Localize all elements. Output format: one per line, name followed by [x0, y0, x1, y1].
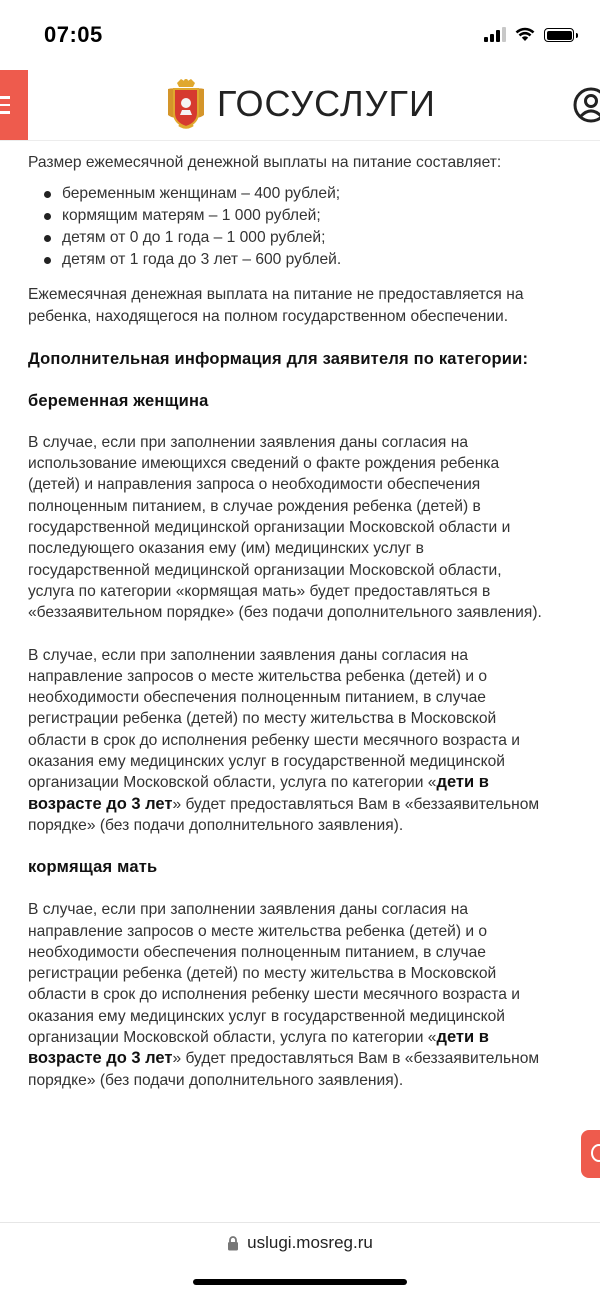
url-display[interactable]	[0, 1233, 600, 1253]
site-header	[0, 70, 600, 141]
status-time: 07:05	[44, 22, 103, 47]
list-item: беременным женщинам – 400 рублей;	[28, 183, 548, 205]
chat-button[interactable]	[581, 1130, 600, 1178]
section-title: Дополнительная информация для заявителя по категории:	[28, 349, 529, 368]
exclusion-note: Ежемесячная денежная выплата на питание не предоставляется на ребенка, находящегося на полном государственном обеспечении.	[28, 286, 524, 325]
menu-icon	[0, 96, 10, 99]
rates-list	[28, 183, 548, 271]
battery-icon	[544, 28, 574, 42]
profile-icon[interactable]	[572, 86, 600, 124]
status-bar	[0, 0, 600, 70]
site-logo[interactable]	[165, 77, 436, 131]
home-indicator[interactable]	[193, 1279, 407, 1285]
paragraph-pregnant-2: В случае, если при заполнении заявления даны согласия на направление запросов о месте жительства ребенка (детей) и о необходимости обеспечения полноценным питанием, в случае регистрации ребенка (детей) по месту жительства в Московской области в срок до исполнения ребенку шести месячного возраста и оказания ему медицинских услуг в государственной медицинской организации Московской области, услуга по категории «дети в возрасте до 3 лет» будет предоставляться Вам в «беззаявительном порядке» (без подачи дополнительного заявления).	[28, 646, 540, 834]
menu-button[interactable]	[0, 70, 28, 140]
category-title-pregnant: беременная женщина	[28, 391, 209, 410]
wifi-icon	[515, 27, 535, 42]
coat-of-arms-logo	[165, 77, 207, 131]
list-item: кормящим матерям – 1 000 рублей;	[28, 205, 548, 227]
rates-intro: Размер ежемесячной денежной выплаты на питание составляет:	[28, 154, 502, 171]
lock-icon	[227, 1236, 239, 1251]
status-icons	[484, 26, 574, 42]
category-title-nursing: кормящая мать	[28, 858, 158, 877]
list-item: детям от 1 года до 3 лет – 600 рублей.	[28, 249, 548, 271]
article-content	[28, 150, 548, 1091]
paragraph-nursing: В случае, если при заполнении заявления даны согласия на направление запросов о месте жительства ребенка (детей) и о необходимости обеспечения полноценным питанием, в случае регистрации ребенка (детей) по месту жительства в Московской области в срок до исполнения ребенку шести месячного возраста и оказания ему медицинских услуг в государственной медицинской организации Московской области, услуга по категории «дети в возрасте до 3 лет» будет предоставляться Вам в «беззаявительном порядке» (без подачи дополнительного заявления).	[28, 901, 540, 1089]
browser-url-bar[interactable]	[0, 1222, 600, 1298]
url-text: uslugi.mosreg.ru	[247, 1233, 373, 1252]
list-item: детям от 0 до 1 года – 1 000 рублей;	[28, 227, 548, 249]
category-name-bold: дети в возрасте до 3 лет	[28, 1028, 489, 1068]
cellular-signal-icon	[484, 26, 506, 42]
logo-title: ГОСУСЛУГИ	[217, 83, 436, 124]
chat-icon	[591, 1144, 600, 1162]
paragraph-pregnant-1: В случае, если при заполнении заявления даны согласия на использование имеющихся сведений о факте рождения ребенка (детей) и направления запроса о необходимости обеспечения полноценным питанием, в случае рождения ребенка (детей) в государственной медицинской организации Московской области и последующего оказания ему (им) медицинских услуг в государственной медицинской организации Московской области, услуга по категории «кормящая мать» будет предоставляться в «беззаявительном порядке» (без подачи дополнительного заявления).	[28, 433, 542, 622]
category-name-bold: дети в возрасте до 3 лет	[28, 773, 489, 813]
